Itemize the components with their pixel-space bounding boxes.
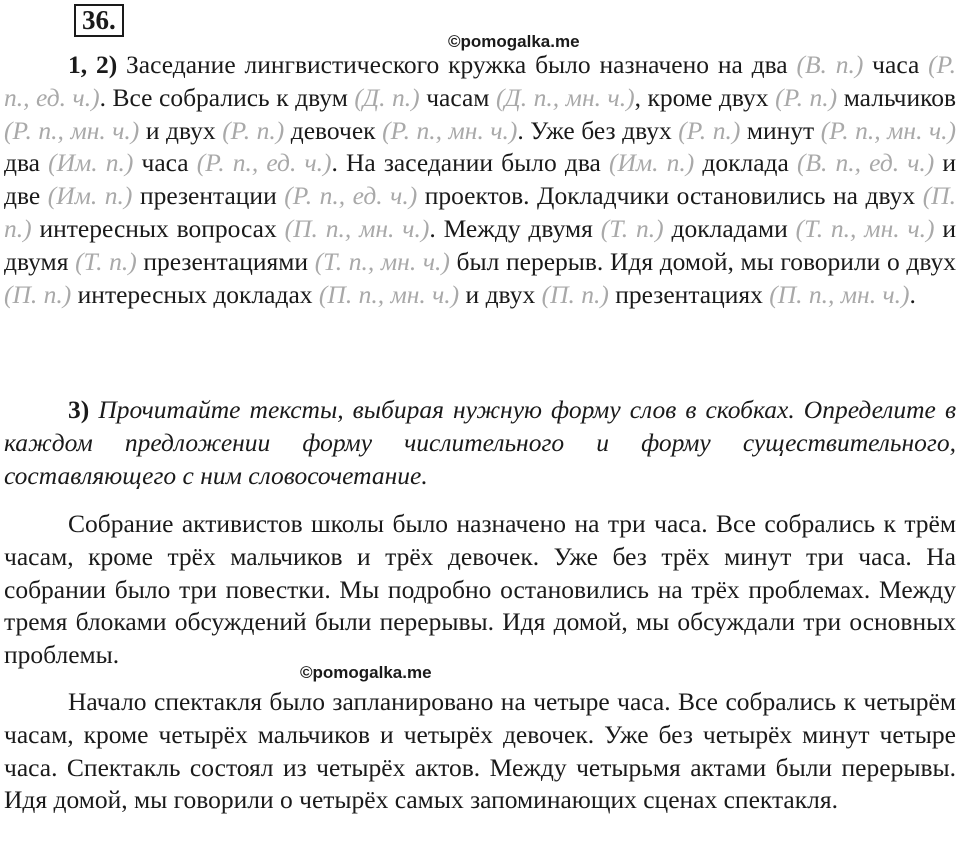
answer-segment: часам xyxy=(419,82,496,112)
grammar-note: (П. п., мн. ч.) xyxy=(769,279,910,309)
grammar-note: (Р. п.) xyxy=(775,82,838,112)
grammar-note: (Им. п.) xyxy=(47,181,133,211)
task-paragraph-3 xyxy=(4,394,956,492)
exercise-number: 36. xyxy=(74,4,124,37)
grammar-note: (Р. п., ед. ч.) xyxy=(196,148,332,178)
grammar-note: (Т. п., мн. ч.) xyxy=(314,246,450,276)
part-label: 3) xyxy=(68,395,90,424)
part-label: 1, 2) xyxy=(68,50,118,79)
text-paragraph-2 xyxy=(4,686,956,817)
answer-segment: часа xyxy=(863,50,929,79)
grammar-note: (П. п.) xyxy=(541,279,609,309)
grammar-note: (Т. п.) xyxy=(600,213,664,243)
grammar-note: (Им. п.) xyxy=(608,148,695,178)
answer-segment: , кроме двух xyxy=(634,82,776,112)
answer-segment: минут xyxy=(740,115,821,145)
answer-segment: Заседание лингвистического кружка было назначено на два xyxy=(117,50,797,79)
answer-segment: презентациями xyxy=(136,246,315,276)
answer-segment: был перерыв. Идя домой, мы говорили о двух xyxy=(449,246,956,276)
answer-segment: . xyxy=(909,279,916,309)
grammar-note: (Д. п.) xyxy=(354,82,420,112)
answer-segment: и двух xyxy=(139,115,223,145)
answer-segment: часа xyxy=(133,148,197,178)
watermark: ©pomogalka.me xyxy=(448,32,580,51)
answer-segment: доклада xyxy=(694,148,797,178)
grammar-note: (Р. п.) xyxy=(678,115,741,145)
answer-segment: презентации xyxy=(132,181,285,211)
answer-segment: мальчиков xyxy=(837,82,956,112)
grammar-note: (Р. п., ед. ч.) xyxy=(4,50,956,112)
answer-segment: докладами xyxy=(663,213,796,243)
answer-segment: интересных вопросах xyxy=(31,213,285,243)
answer-segment: . Все собрались к двум xyxy=(99,82,355,112)
answer-segment: интересных докладах xyxy=(71,279,319,309)
answer-paragraph-1-2 xyxy=(4,49,956,311)
answer-segment: презентациях xyxy=(608,279,770,309)
grammar-note: (Р. п., мн. ч.) xyxy=(820,115,957,145)
grammar-note: (Т. п., мн. ч.) xyxy=(795,213,935,243)
grammar-note: (П. п.) xyxy=(4,279,72,309)
grammar-note: (П. п., мн. ч.) xyxy=(284,213,430,243)
grammar-note: (Р. п., мн. ч.) xyxy=(382,115,518,145)
text-2: Начало спектакля было запланировано на четыре часа. Все собрались к четырём часам, кроме четырёх мальчиков и четырёх девочек. Уже без четырёх минут четыре часа. Спектакль состоял из четырёх актов. Между четырьмя актами были перерывы. Идя домой, мы говорили о четырёх самых запоминающих сценах спектакля. xyxy=(4,687,956,815)
task-instruction: Прочитайте тексты, выбирая нужную форму слов в скобках. Определите в каждом предложении форму числительного и форму существительного, составляющего с ним словосочетание. xyxy=(4,395,957,490)
grammar-note: (Т. п.) xyxy=(75,246,137,276)
grammar-note: (Им. п.) xyxy=(48,148,134,178)
answer-segment: и двумя xyxy=(4,213,957,276)
text-paragraph-1 xyxy=(4,508,956,672)
answer-text xyxy=(4,50,956,309)
watermark: ©pomogalka.me xyxy=(300,663,432,682)
answer-segment: . Уже без двух xyxy=(517,115,679,145)
grammar-note: (В. п.) xyxy=(796,50,864,79)
answer-segment: и двух xyxy=(459,279,542,309)
answer-segment: . На заседании было два xyxy=(331,148,609,178)
answer-segment: и две xyxy=(4,148,957,211)
answer-segment: девочек xyxy=(284,115,383,145)
grammar-note: (Р. п.) xyxy=(222,115,285,145)
answer-segment: два xyxy=(4,148,49,178)
grammar-note: (Р. п., мн. ч.) xyxy=(4,115,140,145)
grammar-note: (В. п., ед. ч.) xyxy=(796,148,935,178)
grammar-note: (П. п.) xyxy=(4,181,956,243)
text-1: Собрание активистов школы было назначено на три часа. Все собрались к трём часам, кроме трёх мальчиков и трёх девочек. Уже без трёх минут три часа. На собрании было три повестки. Мы подробно остановились на трёх проблемах. Между тремя блоками обсуждений были перерывы. Идя домой, мы обсуждали три основных проблемы. xyxy=(4,509,956,670)
grammar-note: (Р. п., ед. ч.) xyxy=(284,181,418,211)
grammar-note: (Д. п., мн. ч.) xyxy=(496,82,635,112)
answer-segment: . Между двумя xyxy=(429,213,601,243)
answer-segment: проектов. Докладчики остановились на двух xyxy=(417,181,923,211)
grammar-note: (П. п., мн. ч.) xyxy=(318,279,460,309)
